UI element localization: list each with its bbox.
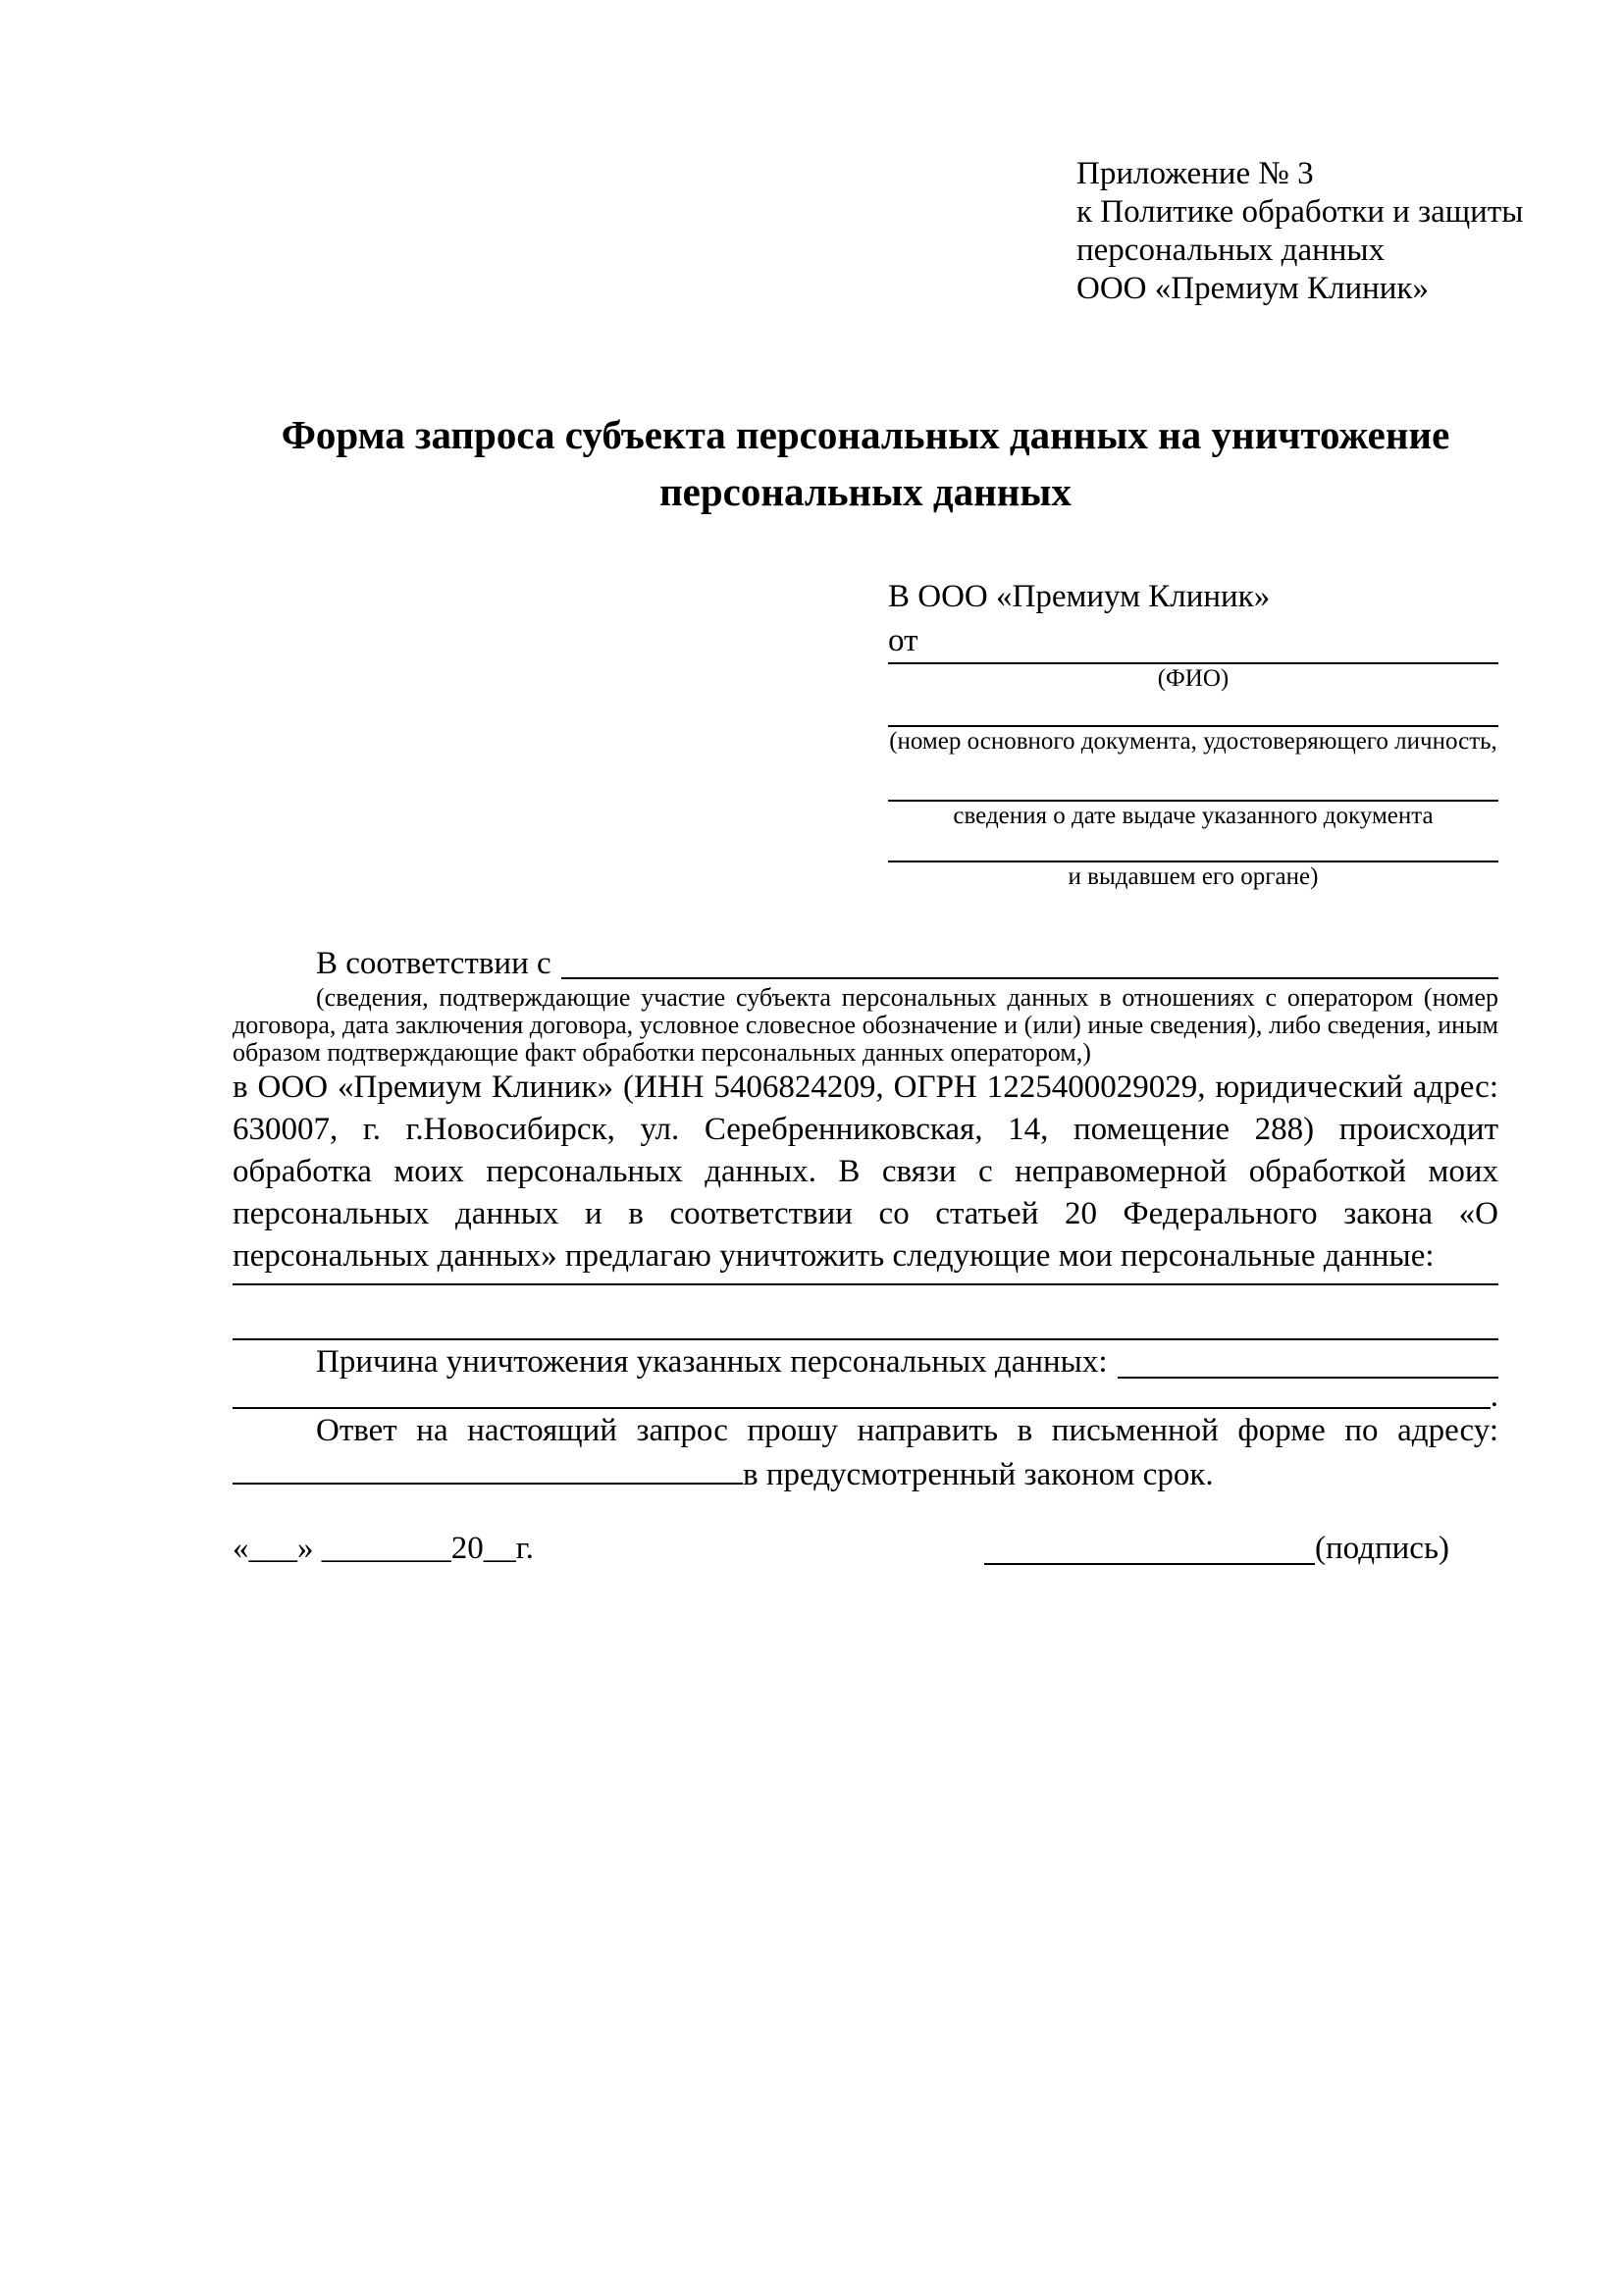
response-sentence: Ответ на настоящий запрос прошу направить в письменной форме по адресу: (316, 1413, 1498, 1448)
date-placeholder: «___» ________20__г. (233, 1531, 534, 1566)
according-footnote: (сведения, подтверждающие участие субъекта персональных данных в отношениях с оператором (номер договора, дата заключения договора, условное словесное обозначение и (или) иные сведения), либо сведения, иным образом подтверждающие факт обработки персональных данных оператором,) (233, 983, 1498, 1067)
fio-caption: (ФИО) (1157, 665, 1230, 692)
reason-blank-field (1118, 1377, 1498, 1379)
according-label: В соответствии с (316, 946, 551, 981)
according-blank-field (561, 977, 1498, 979)
annex-header-line: Приложение № 3 (1076, 156, 1314, 191)
main-paragraph: в ООО «Премиум Клиник» (ИНН 5406824209, ОГРН 1225400029029, юридический адрес: 630007, г. г.Новосибирск, ул. Серебренниковская, 14, помещение 288) происходит обработка моих персональных данных. В связи с неправомерной обработкой моих персональных данных и в соответствии со статьей 20 Федерального закона «О персональных данных» предлагаю уничтожить следующие мои персональные данные: (233, 1070, 1498, 1274)
signature-group (984, 1527, 1449, 1570)
response-paragraph (233, 1409, 1498, 1497)
personal-data-blank-line-1 (233, 1283, 1498, 1285)
reason-row (233, 1340, 1498, 1383)
annex-header-line: ООО «Премиум Клиник» (1076, 271, 1429, 306)
reason-line-terminator: . (1490, 1379, 1498, 1414)
addressee-organization: В ООО «Премиум Клиник» (888, 579, 1271, 614)
reason-blank-line-2 (233, 1379, 1498, 1414)
according-row (233, 943, 1498, 984)
signature-row (233, 1527, 1498, 1570)
addressee-from-label: от (888, 623, 918, 658)
annex-header-line: персональных данных (1076, 233, 1386, 268)
annex-header-line: к Политике обработки и защиты (1076, 194, 1524, 230)
address-blank-field (233, 1483, 743, 1485)
response-tail: в предусмотренный законом срок. (743, 1457, 1214, 1492)
signature-blank-field (984, 1563, 1315, 1565)
document-title: Форма запроса субъекта персональных данных на уничтожение персональных данных (281, 412, 1450, 514)
document-caption-line3: и выдавшем его органе) (1068, 863, 1319, 890)
signature-caption: (подпись) (1315, 1531, 1449, 1566)
reason-label: Причина уничтожения указанных персональных данных: (316, 1344, 1108, 1380)
annex-header (1076, 155, 1524, 308)
document-caption-line2: сведения о дате выдаче указанного документа (953, 803, 1434, 829)
document-caption-line1: (номер основного документа, удостоверяющего личность, (889, 728, 1497, 755)
addressee-block (888, 575, 1498, 892)
